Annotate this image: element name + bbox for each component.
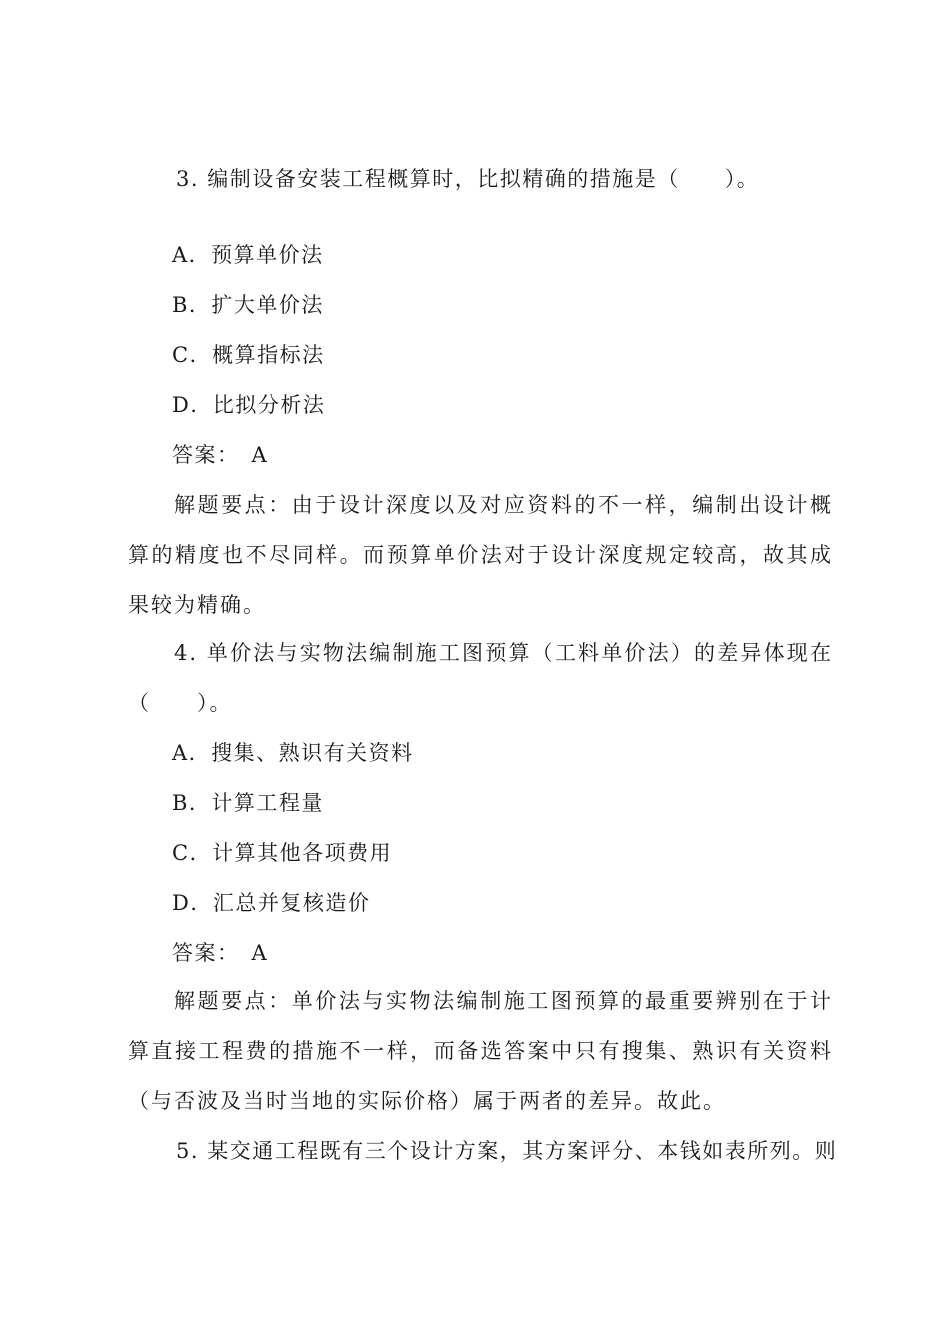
question-4-option-b: B．计算工程量 <box>172 791 324 815</box>
question-4-option-c: C．计算其他各项费用 <box>172 841 393 865</box>
question-3-option-d: D．比拟分析法 <box>172 393 326 417</box>
question-4-explanation: 解题要点：单价法与实物法编制施工图预算的最重要辨别在于计算直接工程费的措施不一样，而备选答案中只有搜集、熟识有关资料（与否波及当时当地的实际价格）属于两者的差异。故此。 <box>128 989 833 1113</box>
question-3-option-a: A．预算单价法 <box>172 243 324 267</box>
question-4-option-d: D．汇总并复核造价 <box>172 891 371 915</box>
question-3-stem: 3. 编制设备安装工程概算时，比拟精确的措施是（ ）。 <box>176 167 760 191</box>
question-3-option-c: C．概算指标法 <box>172 343 325 367</box>
question-4-option-a: A．搜集、熟识有关资料 <box>172 741 414 765</box>
question-3-option-b: B．扩大单价法 <box>172 293 324 317</box>
question-3-explanation: 解题要点：由于设计深度以及对应资料的不一样，编制出设计概算的精度也不尽同样。而预算单价法对于设计深度规定较高，故其成果较为精确。 <box>128 493 833 617</box>
question-3-answer: 答案： A <box>172 443 269 467</box>
question-4-answer: 答案： A <box>172 941 269 965</box>
question-4-stem: 4. 单价法与实物法编制施工图预算（工料单价法）的差异体现在（ ）。 <box>128 641 833 715</box>
question-5-stem: 5. 某交通工程既有三个设计方案，其方案评分、本钱如表所列。则 <box>176 1139 838 1163</box>
